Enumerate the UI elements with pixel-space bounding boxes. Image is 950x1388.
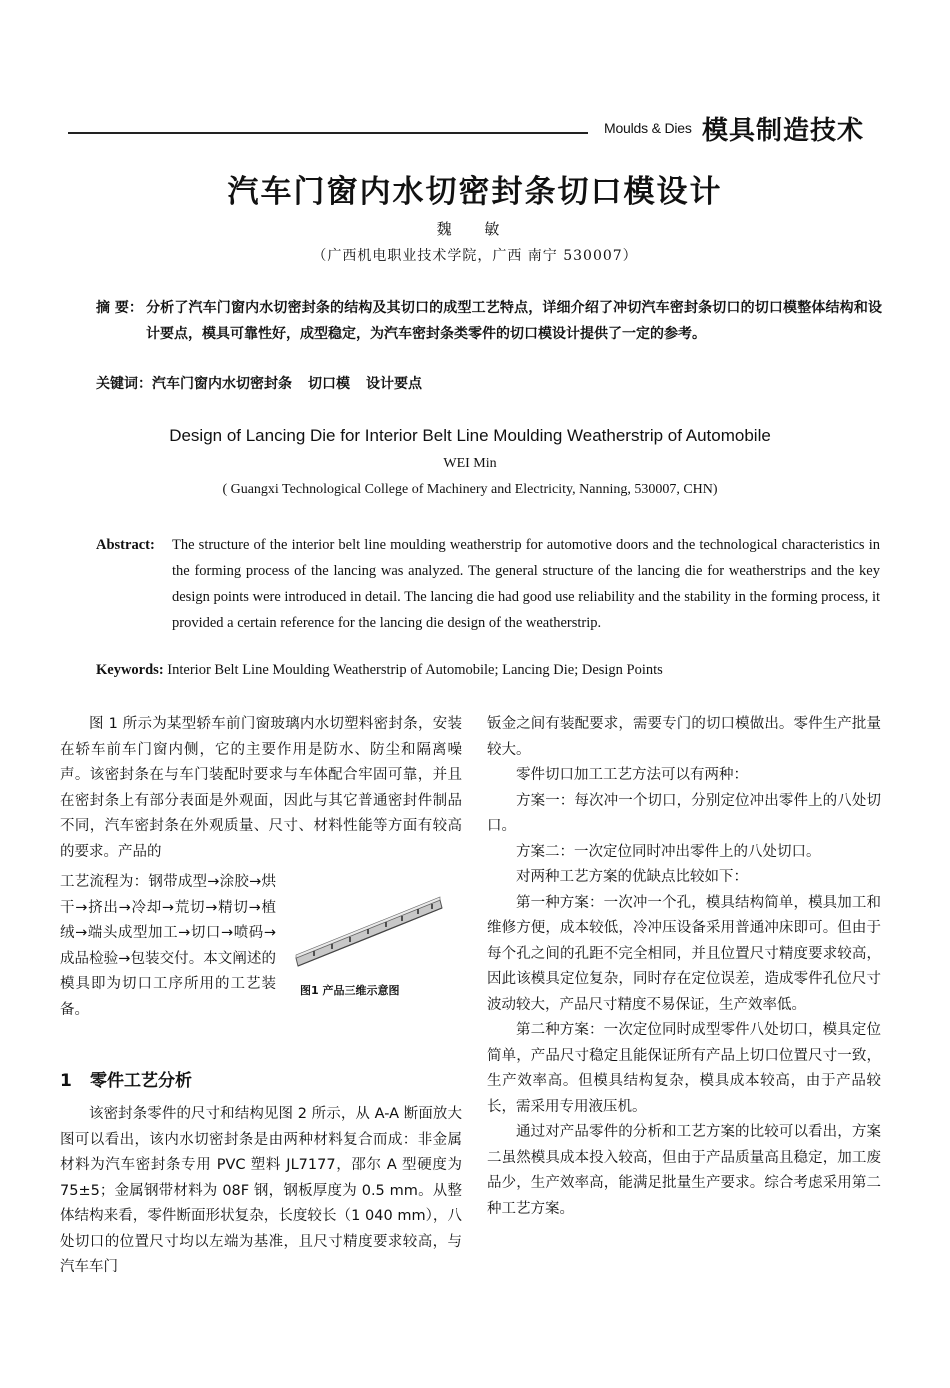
paragraph: 图 1 所示为某型轿车前门窗玻璃内水切塑料密封条，安装在轿车前车门窗内侧，它的主要作用是防水、防尘和隔离噪声。该密封条在与车门装配时要求与车体配合牢固可靠，并且在密封条上有部分表面是外观面，因此与其它普通密封件制品不同，汽车密封条在外观质量、尺寸、材料性能等方面有较高的要求。产品的 xyxy=(60,716,462,860)
section-title: 零件工艺分析 xyxy=(90,1071,192,1091)
paragraph: 零件切口加工工艺方法可以有两种： xyxy=(516,767,748,783)
keywords-cn xyxy=(96,373,422,393)
journal-name-cn: 模具制造技术 xyxy=(702,116,865,146)
body-left-intro-continued xyxy=(60,870,276,1023)
abstract-cn-label: 摘 要： xyxy=(96,300,143,316)
affiliation-en: ( Guangxi Technological College of Machinery and Electricity, Nanning, 530007, CHN) xyxy=(222,482,718,497)
paragraph: 工艺流程为：钢带成型→涂胶→烘干→挤出→冷却→荒切→精切→植绒→端头成型加工→切口→喷码→成品检验→包装交付。本文阐述的模具即为切口工序所用的工艺装备。 xyxy=(60,874,276,1018)
abstract-cn xyxy=(96,295,882,347)
paragraph: 第一种方案：一次冲一个孔，模具结构简单，模具加工和维修方便，成本较低，冷冲压设备采用普通冲床即可。但由于每个孔之间的孔距不完全相同，并且位置尺寸精度要求较高，因此该模具定位复杂，同时存在定位误差，造成零件孔位尺寸波动较大，产品尺寸精度不易保证，生产效率低。 xyxy=(487,894,881,1013)
abstract-en-text: The structure of the interior belt line moulding weatherstrip for automotive doors and the technological characteristics in the forming process of the lancing was analyzed. The general structure of the lancing die for weatherstrips and the key design points were introduced in detail. The lancing die had good use reliability and the stability in the forming process, it provided a certain reference for the lancing die design of the weatherstrip. xyxy=(172,537,880,631)
keywords-cn-label: 关键词： xyxy=(96,376,152,392)
paper-title-en: Design of Lancing Die for Interior Belt Line Moulding Weatherstrip of Automobile xyxy=(169,426,771,445)
keywords-en xyxy=(96,662,663,679)
author-cn: 魏 敏 xyxy=(436,220,514,238)
author-en: WEI Min xyxy=(443,456,497,471)
paragraph: 对两种工艺方案的优缺点比较如下： xyxy=(516,869,748,885)
paper-title-cn: 汽车门窗内水切密封条切口模设计 xyxy=(227,174,723,210)
affiliation-cn: （广西机电职业技术学院，广西 南宁 530007） xyxy=(312,248,638,264)
keywords-en-label: Keywords: xyxy=(96,662,164,678)
paragraph: 钣金之间有装配要求，需要专门的切口模做出。零件生产批量较大。 xyxy=(487,716,881,758)
section-1-heading xyxy=(60,1066,192,1091)
abstract-cn-text: 分析了汽车门窗内水切密封条的结构及其切口的成型工艺特点，详细介绍了冲切汽车密封条切口的切口模整体结构和设计要点，模具可靠性好，成型稳定，为汽车密封条类零件的切口模设计提供了一定的参考。 xyxy=(146,300,882,342)
body-right-column xyxy=(487,712,881,1222)
keywords-en-text: Interior Belt Line Moulding Weatherstrip of Automobile; Lancing Die; Design Points xyxy=(167,662,663,678)
keyword-cn: 切口模 xyxy=(308,376,350,392)
figure-1-weatherstrip-illustration xyxy=(290,880,450,975)
figure-1-caption: 图1 产品三维示意图 xyxy=(300,984,400,997)
body-left-intro xyxy=(60,712,462,865)
paragraph: 方案二：一次定位同时冲出零件上的八处切口。 xyxy=(516,843,821,860)
keyword-cn: 设计要点 xyxy=(366,376,422,392)
section-1-body xyxy=(60,1102,462,1281)
section-number: 1 xyxy=(60,1071,72,1091)
paragraph: 通过对产品零件的分析和工艺方案的比较可以看出，方案二虽然模具成本投入较高，但由于产品质量高且稳定，加工废品少，生产效率高，能满足批量生产要求。综合考虑采用第二种工艺方案。 xyxy=(487,1124,881,1217)
weatherstrip-part-icon xyxy=(296,897,442,966)
paragraph: 第二种方案：一次定位同时成型零件八处切口，模具定位简单，产品尺寸稳定且能保证所有产品上切口位置尺寸一致，生产效率高。但模具结构复杂，模具成本较高，由于产品较长，需采用专用液压机。 xyxy=(487,1022,881,1115)
paragraph: 方案一：每次冲一个切口，分别定位冲出零件上的八处切口。 xyxy=(487,792,881,834)
abstract-en-label: Abstract: xyxy=(96,537,155,553)
paragraph: 该密封条零件的尺寸和结构见图 2 所示，从 A-A 断面放大图可以看出，该内水切密封条是由两种材料复合而成：非金属材料为汽车密封条专用 PVC 塑料 JL7177，邵尔 A 型硬度为 75±5；金属钢带材料为 08F 钢，钢板厚度为 0.5 mm。从整体结构来看，零件断面形状复杂，长度较长（1 040 mm），八处切口的位置尺寸均以左端为基准，且尺寸精度要求较高，与汽车车门 xyxy=(60,1106,462,1275)
header-rule xyxy=(68,132,588,134)
abstract-en xyxy=(96,532,880,636)
keyword-cn: 汽车门窗内水切密封条 xyxy=(152,376,292,392)
journal-name-en: Moulds & Dies xyxy=(604,120,692,136)
